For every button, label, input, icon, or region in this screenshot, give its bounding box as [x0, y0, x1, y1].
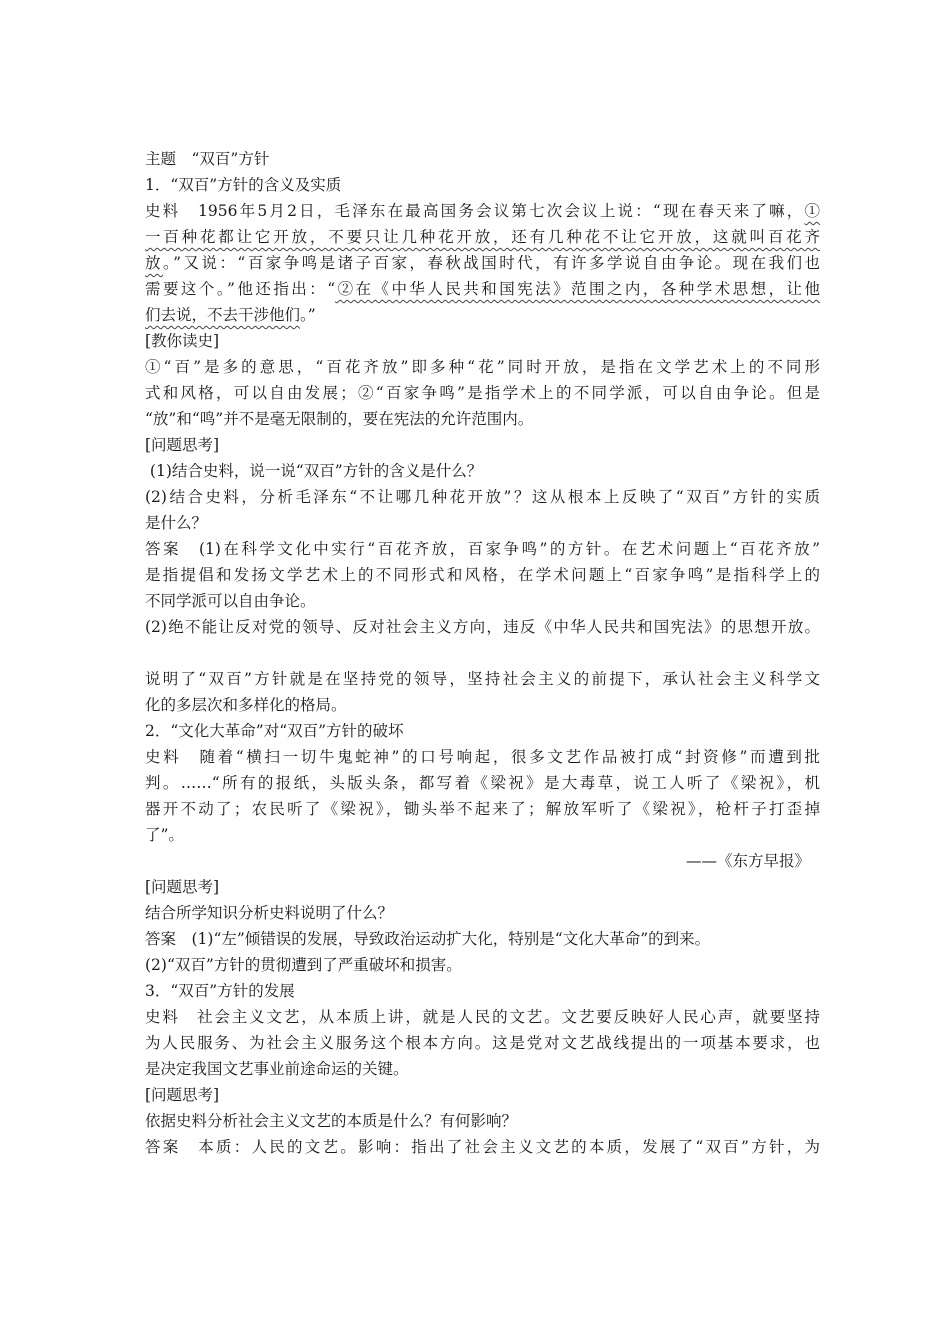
answer-line: (2)“双百”方针的贯彻遭到了严重破坏和损害。 [145, 956, 462, 974]
question-line: (1)结合史料，说一说“双百”方针的含义是什么？ [145, 462, 483, 480]
s1-source-marker: ① [804, 202, 820, 220]
section-2-heading: 2．“文化大革命”对“双百”方针的破坏 [145, 722, 404, 740]
source-attribution: ——《东方早报》 [685, 852, 810, 870]
s1-source-underlined: 放 [145, 254, 163, 272]
teach-reading-line: “放”和“鸣”并不是毫无限制的，要在宪法的允许范围内。 [145, 410, 534, 428]
teach-reading-label: [教你读史] [145, 332, 220, 350]
answer-line: 化的多层次和多样化的格局。 [145, 696, 347, 714]
s3-source-line: 为人民服务、为社会主义服务这个根本方向。这是党对文艺战线提出的一项基本要求，也 [145, 1034, 820, 1052]
s1-source-text: 需要这个。”他还指出：“ [145, 280, 336, 298]
question-line: (2)结合史料，分析毛泽东“不让哪几种花开放”？这从根本上反映了“双百”方针的实质 [145, 488, 820, 506]
s3-source-line: 史料 社会主义文艺，从本质上讲，就是人民的文艺。文艺要反映好人民心声，就要坚持 [145, 1008, 820, 1026]
section-1-heading: 1．“双百”方针的含义及实质 [145, 176, 342, 194]
s1-source-text: 。”又说：“百家争鸣是诸子百家，春秋战国时代，有许多学说自由争论。现在我们也 [162, 254, 820, 272]
question-line: 结合所学知识分析史料说明了什么？ [145, 904, 394, 922]
s1-source-line [145, 198, 820, 224]
s2-source-line: 史料 随着“横扫一切牛鬼蛇神”的口号响起，很多文艺作品被打成“封资修”而遭到批 [145, 748, 820, 766]
answer-line: 不同学派可以自由争论。 [145, 592, 316, 610]
answer-line: 说明了“双百”方针就是在坚持党的领导，坚持社会主义的前提下，承认社会主义科学文 [145, 670, 820, 688]
s2-source-line: 判。……“所有的报纸，头版头条，都写着《梁祝》是大毒草，说工人听了《梁祝》，机 [145, 774, 820, 792]
s1-source-underlined: 们去说，不去干涉他们 [145, 306, 301, 324]
question-think-label: [问题思考] [145, 878, 220, 896]
answer-line: (2)绝不能让反对党的领导、反对社会主义方向，违反《中华人民共和国宪法》的思想开放。 [145, 618, 820, 636]
answer-line: 是指提倡和发扬文学艺术上的不同形式和风格，在学术问题上“百家争鸣”是指科学上的 [145, 566, 820, 584]
answer-line: 答案 (1)“左”倾错误的发展，导致政治运动扩大化，特别是“文化大革命”的到来。 [145, 930, 711, 948]
question-think-label: [问题思考] [145, 1086, 220, 1104]
section-3-heading: 3．“双百”方针的发展 [145, 982, 295, 1000]
s1-source-line: 一百种花都让它开放，不要只让几种花开放，还有几种花不让它开放，这就叫百花齐 [145, 228, 820, 246]
topic-title: 主题 “双百”方针 [145, 150, 270, 168]
s2-source-line: 了”。 [145, 826, 184, 844]
answer-line: 答案 本质：人民的文艺。影响：指出了社会主义文艺的本质，发展了“双百”方针，为 [145, 1138, 820, 1156]
blank-line [145, 640, 820, 666]
s2-source-line: 器开不动了；农民听了《梁祝》，锄头举不起来了；解放军听了《梁祝》，枪杆子打歪掉 [145, 800, 820, 818]
question-line: 依据史料分析社会主义文艺的本质是什么？有何影响？ [145, 1112, 518, 1130]
s1-source-text: 。” [300, 306, 316, 324]
s1-source-line [145, 302, 820, 328]
teach-reading-line: 式和风格，可以自由发展；②“百家争鸣”是指学术上的不同学派，可以自由争论。但是 [145, 384, 820, 402]
s1-source-underlined: ②在《中华人民共和国宪法》范围之内，各种学术思想，让他 [335, 280, 820, 298]
s1-source-line [145, 250, 820, 276]
teach-reading-line: ①“百”是多的意思，“百花齐放”即多种“花”同时开放，是指在文学艺术上的不同形 [145, 358, 820, 376]
s1-source-text: 史料 1956年5月2日，毛泽东在最高国务会议第七次会议上说：“现在春天来了嘛， [145, 202, 805, 220]
answer-line: 答案 (1)在科学文化中实行“百花齐放，百家争鸣”的方针。在艺术问题上“百花齐放” [145, 540, 820, 558]
s1-source-line [145, 276, 820, 302]
s3-source-line: 是决定我国文艺事业前途命运的关键。 [145, 1060, 409, 1078]
question-line: 是什么？ [145, 514, 208, 532]
document-body [145, 146, 820, 1160]
question-think-label: [问题思考] [145, 436, 220, 454]
